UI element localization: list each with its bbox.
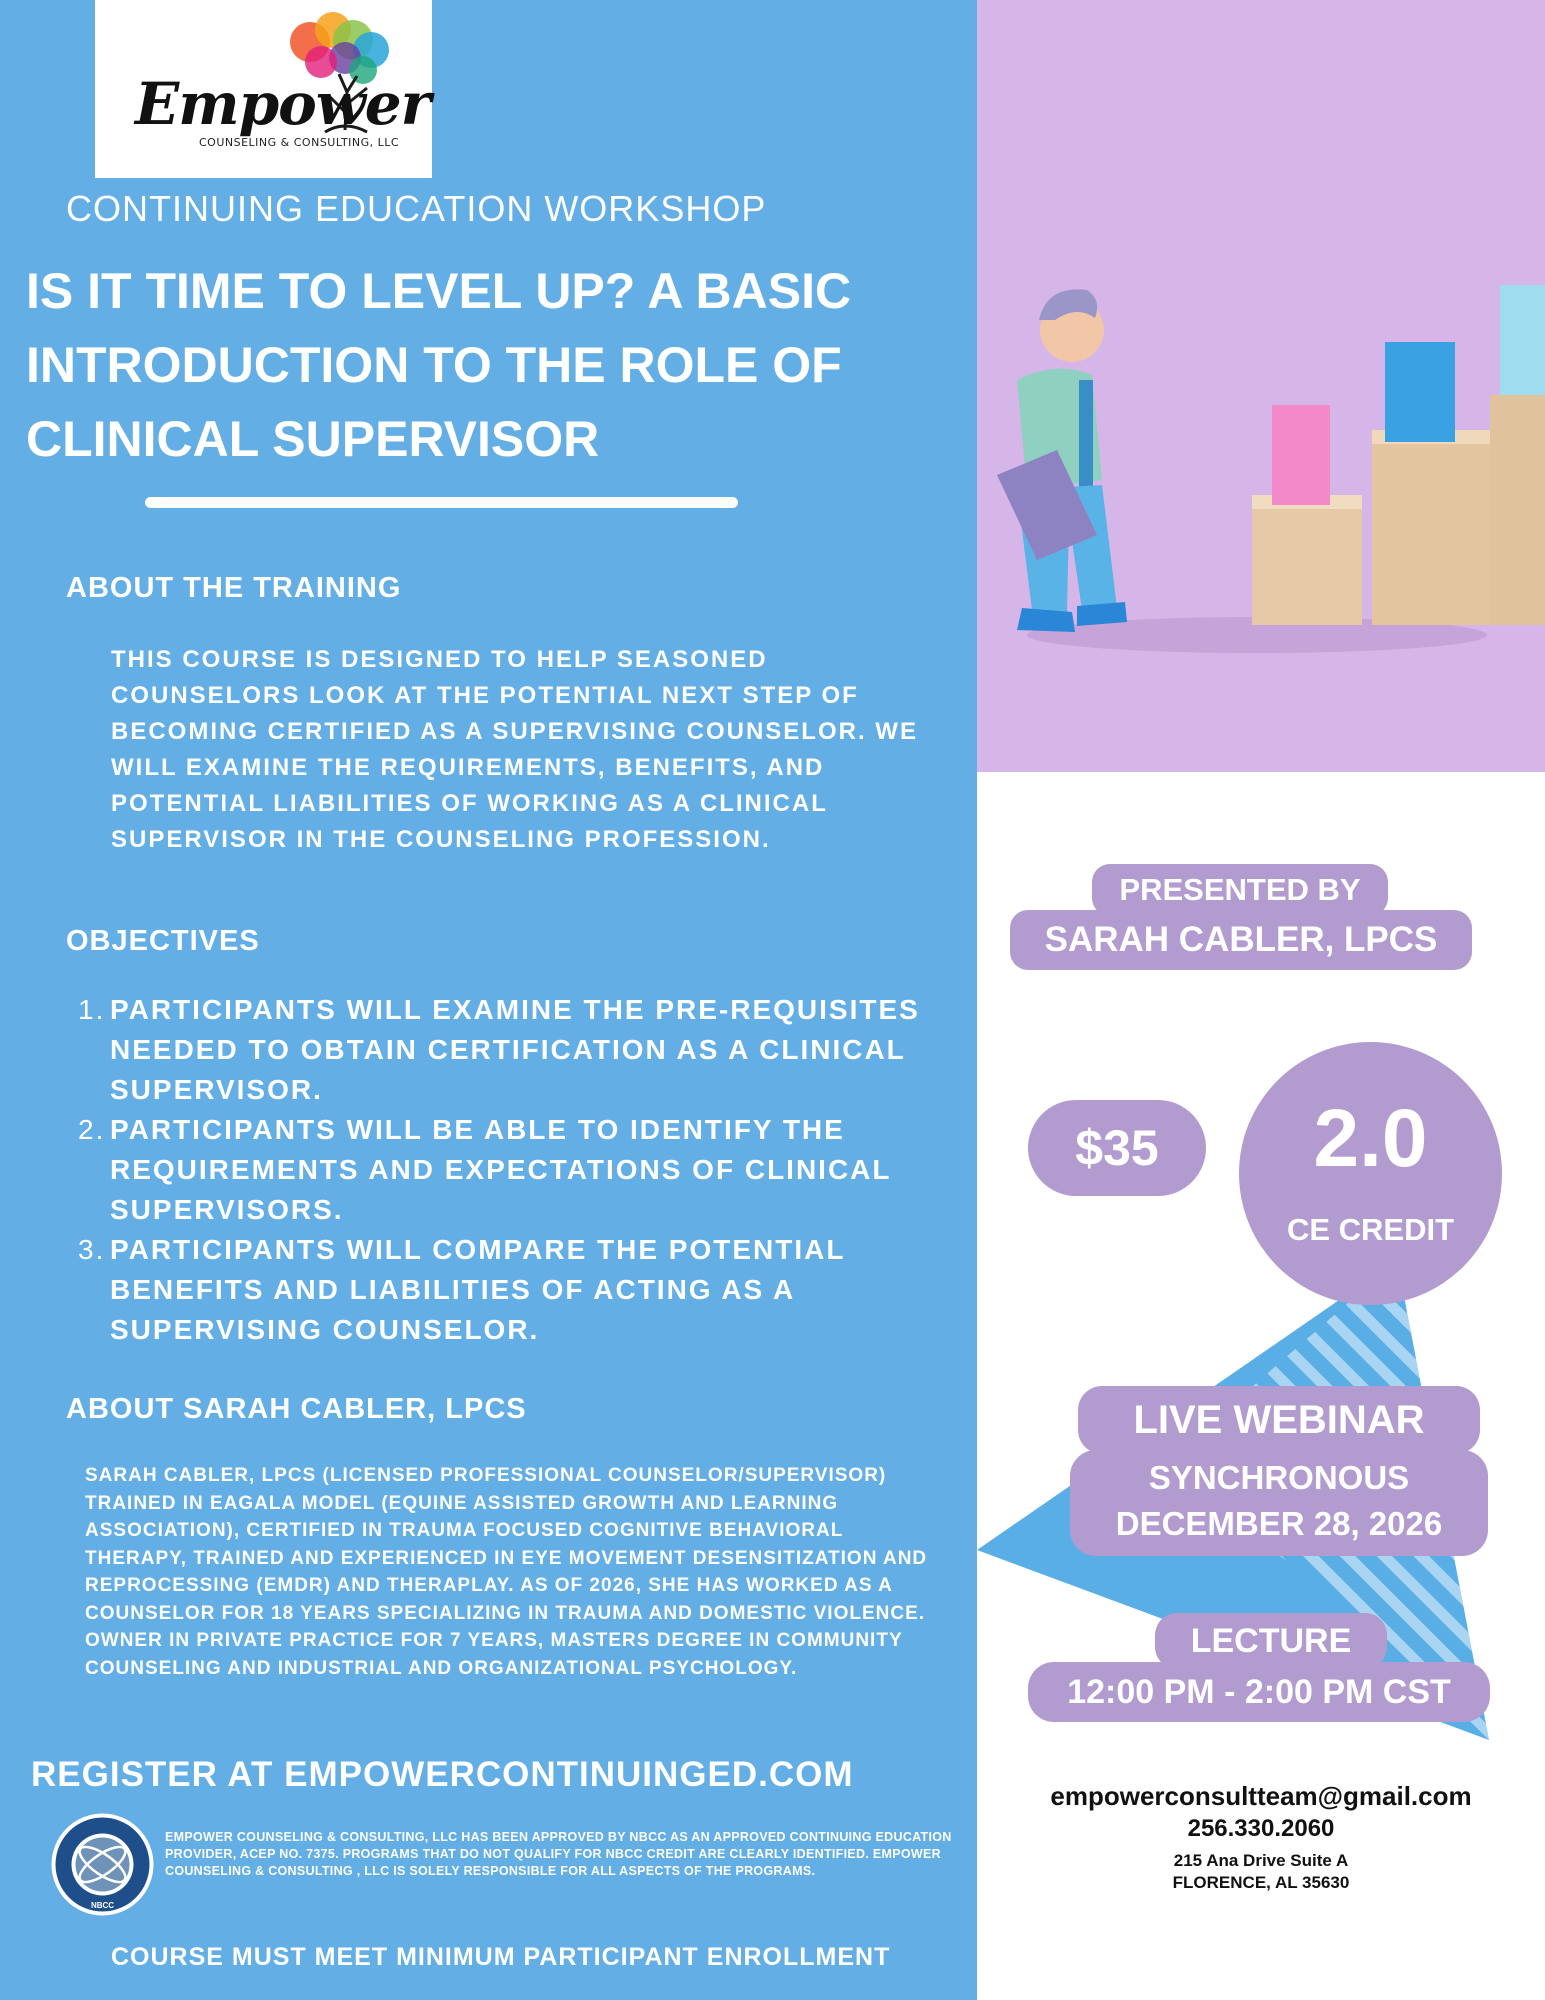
webinar-title: LIVE WEBINAR [1078, 1386, 1480, 1454]
list-text: PARTICIPANTS WILL EXAMINE THE PRE-REQUISITES NEEDED TO OBTAIN CERTIFICATION AS A CLINICAL SUPERVISOR. [110, 994, 920, 1105]
list-number: 1. [78, 994, 106, 1025]
list-item [78, 990, 938, 1110]
list-item [78, 1110, 938, 1230]
list-item [78, 1230, 938, 1350]
webinar-mode: SYNCHRONOUS [1148, 1459, 1410, 1496]
presenter-heading: ABOUT SARAH CABLER, LPCS [66, 1393, 527, 1425]
about-body: THIS COURSE IS DESIGNED TO HELP SEASONED COUNSELORS LOOK AT THE POTENTIAL NEXT STEP OF BECOMING CERTIFIED AS A SUPERVISING COUNSELOR. WE WILL EXAMINE THE REQUIREMENTS, BENEFITS, AND POTENTIAL LIABILITIES OF WORKING AS A CLINICAL SUPERVISOR IN THE COUNSELING PROFESSION. [111, 646, 918, 853]
presenter-name-badge: SARAH CABLER, LPCS [1010, 910, 1472, 970]
contact-address-line2: FLORENCE, AL 35630 [1172, 1873, 1350, 1892]
price-badge: $35 [1028, 1100, 1206, 1196]
webinar-date: DECEMBER 28, 2026 [1115, 1505, 1443, 1542]
lecture-time: 12:00 PM - 2:00 PM CST [1028, 1662, 1490, 1722]
seal-bottom-label: NBCC [90, 1901, 115, 1910]
nbcc-statement: EMPOWER COUNSELING & CONSULTING, LLC HAS BEEN APPROVED BY NBCC AS AN APPROVED CONTINUING EDUCATION PROVIDER, ACEP NO. 7375. PROGRAMS THAT DO NOT QUALIFY FOR NBCC CREDIT ARE CLEARLY IDENTIFIED. EMPOWER COUNSELING & CONSULTING , LLC IS SOLELY RESPONSIBLE FOR ALL ASPECTS OF THE PROGRAMS. [165, 1830, 952, 1878]
nbcc-seal-icon [50, 1812, 155, 1917]
contact-address-line1: 215 Ana Drive Suite A [1173, 1851, 1349, 1870]
logo [95, 0, 432, 178]
contact-phone[interactable]: 256.330.2060 [1187, 1815, 1335, 1842]
ce-credit-label: CE CREDIT [1286, 1212, 1455, 1247]
objectives-heading: OBJECTIVES [66, 925, 260, 957]
objectives-list [78, 990, 938, 1350]
contact-email[interactable]: empowerconsultteam@gmail.com [1050, 1781, 1472, 1811]
lecture-label: LECTURE [1155, 1613, 1387, 1669]
logo-wordmark: Empower [135, 70, 431, 138]
logo-subtitle: COUNSELING & CONSULTING, LLC [199, 136, 400, 149]
presented-by-label: PRESENTED BY [1092, 864, 1388, 916]
about-heading: ABOUT THE TRAINING [66, 572, 402, 604]
list-text: PARTICIPANTS WILL COMPARE THE POTENTIAL BENEFITS AND LIABILITIES OF ACTING AS A SUPERVISING COUNSELOR. [110, 1234, 845, 1345]
enrollment-note: COURSE MUST MEET MINIMUM PARTICIPANT ENROLLMENT [111, 1943, 891, 1971]
register-link[interactable]: REGISTER AT EMPOWERCONTINUINGED.COM [31, 1755, 854, 1794]
level-up-blocks-image [977, 0, 1545, 772]
webinar-details [1070, 1450, 1488, 1556]
list-number: 3. [78, 1234, 106, 1265]
list-text: PARTICIPANTS WILL BE ABLE TO IDENTIFY THE REQUIREMENTS AND EXPECTATIONS OF CLINICAL SUPERVISORS. [110, 1114, 891, 1225]
ce-credit-badge [1239, 1042, 1502, 1305]
list-number: 2. [78, 1114, 106, 1145]
workshop-kicker: CONTINUING EDUCATION WORKSHOP [66, 188, 767, 229]
presenter-bio: SARAH CABLER, LPCS (LICENSED PROFESSIONAL COUNSELOR/SUPERVISOR) TRAINED IN EAGALA MODEL (EQUINE ASSISTED GROWTH AND LEARNING ASSOCIATION), CERTIFIED IN TRAUMA FOCUSED COGNITIVE BEHAVIORAL THERAPY, TRAINED AND EXPERIENCED IN EYE MOVEMENT DESENSITIZATION AND REPROCESSING (EMDR) AND THERAPLAY. AS OF 2026, SHE HAS WORKED AS A COUNSELOR FOR 18 YEARS SPECIALIZING IN TRAUMA AND DOMESTIC VIOLENCE. OWNER IN PRIVATE PRACTICE FOR 7 YEARS, MASTERS DEGREE IN COMMUNITY COUNSELING AND INDUSTRIAL AND ORGANIZATIONAL PSYCHOLOGY. [85, 1465, 928, 1679]
page-title: IS IT TIME TO LEVEL UP? A BASIC INTRODUCTION TO THE ROLE OF CLINICAL SUPERVISOR [26, 263, 852, 467]
title-divider [145, 497, 738, 508]
ce-credit-value: 2.0 [1313, 1093, 1428, 1184]
